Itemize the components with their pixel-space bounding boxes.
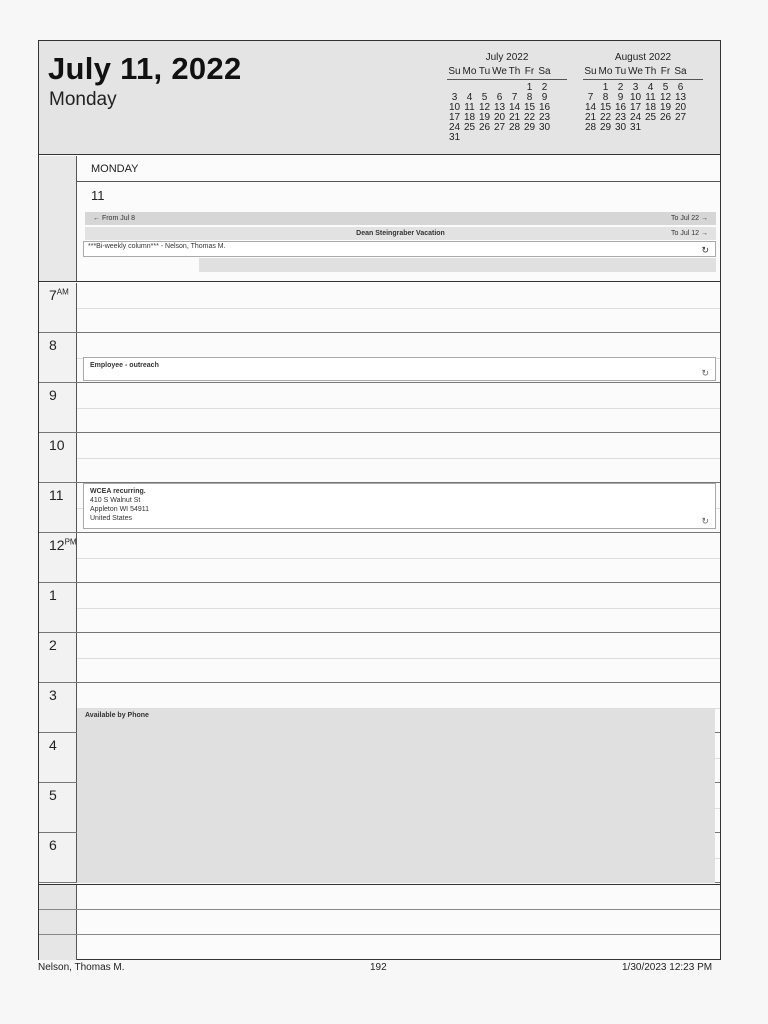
calendar-day[interactable]: 24: [448, 122, 461, 133]
calendar-day[interactable]: 26: [478, 122, 491, 133]
hour-suffix: AM: [56, 287, 69, 297]
hour-gutter: [39, 833, 77, 882]
hour-number: 10: [49, 437, 65, 453]
hour-gutter: [39, 483, 77, 532]
calendar-day[interactable]: 12: [659, 92, 672, 103]
weekday-label: Su: [448, 66, 461, 77]
calendar-day[interactable]: 22: [599, 112, 612, 123]
calendar-day[interactable]: 23: [538, 112, 551, 123]
calendar-day[interactable]: 2: [617, 82, 624, 93]
mini-calendar-july: [447, 53, 567, 143]
hour-label: [49, 537, 77, 553]
half-hour-line: [77, 458, 720, 459]
hour-number: 11: [49, 487, 64, 503]
row-gutter: [39, 910, 77, 934]
footer-name: Nelson, Thomas M.: [38, 962, 125, 973]
calendar-day[interactable]: 5: [662, 82, 669, 93]
hour-gutter: [39, 333, 77, 382]
hour-gutter: [39, 433, 77, 482]
weekday-label: We: [628, 66, 643, 77]
vacation-title: Dean Steingraber Vacation: [356, 230, 445, 237]
calendar-day[interactable]: 17: [448, 112, 461, 123]
mini-calendar-days: [447, 83, 567, 143]
page-header: [39, 41, 720, 155]
half-hour-line: [77, 558, 720, 559]
event-employee-outreach[interactable]: [83, 357, 716, 381]
hour-row[interactable]: [39, 583, 720, 633]
event-title: Employee - outreach: [90, 362, 159, 369]
hour-row[interactable]: [39, 633, 720, 683]
event-wcea-recurring[interactable]: [83, 483, 716, 529]
calendar-day[interactable]: 19: [659, 102, 672, 113]
hour-number: 5: [49, 787, 57, 803]
calendar-day[interactable]: 18: [644, 102, 657, 113]
calendar-day[interactable]: 18: [463, 112, 476, 123]
calendar-day[interactable]: 6: [496, 92, 503, 103]
weekday-label: Tu: [614, 66, 627, 77]
calendar-day[interactable]: 14: [508, 102, 521, 113]
hour-label: [49, 837, 57, 853]
calendar-day[interactable]: 27: [493, 122, 506, 133]
calendar-day[interactable]: 7: [587, 92, 594, 103]
hour-label: [49, 287, 69, 303]
hour-label: [49, 337, 57, 353]
weekday-label: Fr: [660, 66, 671, 77]
hour-label: [49, 737, 57, 753]
day-title: Monday: [49, 89, 117, 110]
event-address-line: Appleton WI 54911: [90, 506, 150, 513]
hour-gutter: [39, 383, 77, 432]
hour-gutter: [39, 583, 77, 632]
weekday-label: Sa: [538, 66, 551, 77]
calendar-day[interactable]: 30: [538, 122, 551, 133]
mini-calendar-title: August 2022: [614, 52, 672, 63]
hour-gutter: [39, 683, 77, 732]
hour-row[interactable]: [39, 433, 720, 483]
mini-calendar-august: [583, 53, 703, 133]
hour-gutter: [39, 733, 77, 782]
hour-label: [49, 487, 64, 503]
notes-row: [39, 910, 720, 935]
biweekly-event[interactable]: [83, 241, 716, 257]
calendar-day[interactable]: 21: [584, 112, 597, 123]
row-gutter: [39, 935, 77, 960]
weekday-label: Su: [584, 66, 597, 77]
calendar-day[interactable]: 2: [541, 82, 548, 93]
calendar-day[interactable]: 24: [629, 112, 642, 123]
hour-label: [49, 437, 65, 453]
notes-rows: [39, 884, 720, 960]
hour-number: 8: [49, 337, 57, 353]
calendar-day[interactable]: 28: [508, 122, 521, 133]
calendar-day[interactable]: 21: [508, 112, 521, 123]
calendar-day[interactable]: 4: [466, 92, 473, 103]
scan-artifact: [199, 258, 716, 272]
calendar-day[interactable]: 8: [602, 92, 609, 103]
hour-suffix: PM: [64, 537, 77, 547]
calendar-day[interactable]: 7: [511, 92, 518, 103]
weekday-label: Tu: [478, 66, 491, 77]
calendar-day[interactable]: 16: [614, 102, 627, 113]
hour-label: [49, 387, 57, 403]
hour-number: 9: [49, 387, 57, 403]
calendar-day[interactable]: 23: [614, 112, 627, 123]
hour-label: [49, 637, 57, 653]
calendar-day[interactable]: 11: [464, 102, 475, 113]
calendar-day[interactable]: 31: [448, 132, 461, 143]
calendar-day[interactable]: 25: [463, 122, 476, 133]
biweekly-event-title: ***Bi-weekly column*** - Nelson, Thomas M.: [88, 243, 226, 250]
hour-number: 6: [49, 837, 57, 853]
calendar-day[interactable]: 10: [448, 102, 461, 113]
hour-gutter: [39, 633, 77, 682]
calendar-day[interactable]: 8: [526, 92, 533, 103]
half-hour-line: [77, 408, 720, 409]
recurrence-icon: ↻: [701, 516, 709, 526]
notes-row: [39, 935, 720, 960]
calendar-day[interactable]: 15: [599, 102, 612, 113]
event-title: Available by Phone: [85, 712, 149, 719]
calendar-day[interactable]: 13: [674, 92, 687, 103]
calendar-day[interactable]: 10: [629, 92, 642, 103]
event-address-line: 410 S Walnut St: [90, 497, 141, 504]
notes-row: [39, 885, 720, 910]
event-address-line: United States: [90, 515, 133, 522]
weekday-label: We: [492, 66, 507, 77]
mini-calendar-weekdays: [583, 67, 703, 80]
calendar-day[interactable]: 29: [599, 122, 612, 133]
calendar-day[interactable]: 3: [451, 92, 458, 103]
hour-row[interactable]: [39, 533, 720, 583]
calendar-day[interactable]: 11: [645, 92, 656, 103]
calendar-day[interactable]: 9: [617, 92, 624, 103]
calendar-day[interactable]: 19: [478, 112, 491, 123]
hour-number: 2: [49, 637, 57, 653]
calendar-day[interactable]: 1: [526, 82, 533, 93]
divider: [77, 181, 720, 182]
event-title: WCEA recurring.: [90, 488, 146, 495]
half-hour-line: [77, 658, 720, 659]
calendar-day[interactable]: 9: [541, 92, 548, 103]
hour-label: [49, 687, 57, 703]
calendar-day[interactable]: 3: [632, 82, 639, 93]
half-hour-line: [77, 308, 720, 309]
recurrence-icon: ↻: [701, 368, 709, 378]
calendar-day[interactable]: 12: [478, 102, 491, 113]
hour-gutter: [39, 533, 77, 582]
calendar-day[interactable]: 17: [629, 102, 642, 113]
hour-gutter: [39, 783, 77, 832]
hour-row[interactable]: [39, 383, 720, 433]
recurrence-icon: ↻: [701, 245, 709, 255]
calendar-day[interactable]: 6: [677, 82, 684, 93]
hour-number: 7: [49, 287, 57, 303]
calendar-day[interactable]: 14: [584, 102, 597, 113]
day-all-day-section: [39, 156, 720, 282]
calendar-day[interactable]: 1: [602, 82, 609, 93]
calendar-day[interactable]: 15: [523, 102, 536, 113]
hour-label: [49, 787, 57, 803]
footer-timestamp: 1/30/2023 12:23 PM: [622, 962, 713, 973]
hour-number: 4: [49, 737, 57, 753]
calendar-day[interactable]: 25: [644, 112, 657, 123]
vacation-event-band[interactable]: [85, 227, 716, 240]
calendar-day[interactable]: 5: [481, 92, 488, 103]
calendar-day[interactable]: 16: [538, 102, 551, 113]
hour-number: 12: [49, 537, 65, 553]
calendar-day[interactable]: 20: [674, 102, 687, 113]
event-available-by-phone[interactable]: [77, 709, 715, 883]
calendar-day[interactable]: 27: [674, 112, 687, 123]
footer-page-number: 192: [370, 962, 387, 973]
weekday-label: Fr: [524, 66, 535, 77]
band-from-label: ← From Jul 8: [93, 215, 136, 222]
row-gutter: [39, 885, 77, 909]
hour-row[interactable]: [39, 283, 720, 333]
calendar-day[interactable]: 26: [659, 112, 672, 123]
calendar-day[interactable]: 20: [493, 112, 506, 123]
date-title: July 11, 2022: [48, 51, 242, 86]
half-hour-line: [77, 608, 720, 609]
calendar-day[interactable]: 28: [584, 122, 597, 133]
weekday-label: Mo: [462, 66, 477, 77]
all-day-event-band[interactable]: [85, 212, 716, 225]
calendar-day[interactable]: 4: [647, 82, 654, 93]
hour-gutter: [39, 283, 77, 332]
band-to-label: To Jul 12 →: [671, 230, 708, 237]
calendar-day[interactable]: 31: [629, 122, 642, 133]
day-label: MONDAY: [91, 163, 139, 175]
hour-label: [49, 587, 57, 603]
calendar-day[interactable]: 22: [523, 112, 536, 123]
calendar-day[interactable]: 13: [493, 102, 506, 113]
day-number: 11: [91, 188, 105, 203]
mini-calendar-title: July 2022: [485, 52, 529, 63]
mini-calendar-weekdays: [447, 67, 567, 80]
hour-number: 3: [49, 687, 57, 703]
weekday-label: Th: [508, 66, 521, 77]
hour-number: 1: [49, 587, 57, 603]
weekday-label: Mo: [598, 66, 613, 77]
weekday-label: Sa: [674, 66, 687, 77]
mini-calendar-days: [583, 83, 703, 133]
day-gutter: [39, 156, 77, 281]
weekday-label: Th: [644, 66, 657, 77]
calendar-day[interactable]: 30: [614, 122, 627, 133]
calendar-day[interactable]: 29: [523, 122, 536, 133]
calendar-page: [38, 40, 721, 960]
band-to-label: To Jul 22 →: [671, 215, 708, 222]
